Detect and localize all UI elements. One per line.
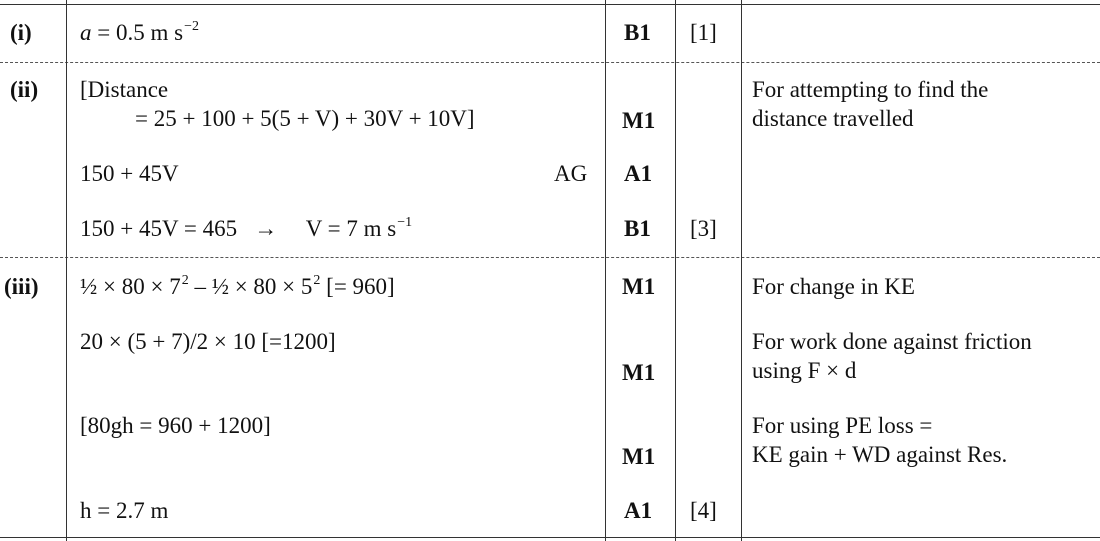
working-line bbox=[80, 216, 412, 246]
part-label: (iii) bbox=[4, 274, 39, 299]
mark-code: B1 bbox=[624, 216, 651, 241]
row-divider bbox=[0, 257, 1100, 258]
variable: a bbox=[80, 20, 92, 45]
mark-code: A1 bbox=[624, 498, 653, 523]
column-divider bbox=[605, 0, 606, 541]
superscript: −1 bbox=[397, 215, 413, 230]
equation-text: 150 + 45V = 465 → V = 7 m s bbox=[80, 216, 397, 241]
working-line: 150 + 45V bbox=[80, 161, 179, 186]
mark-code: M1 bbox=[622, 444, 656, 469]
part-label: (ii) bbox=[10, 77, 39, 102]
working-line: = 25 + 100 + 5(5 + V) + 30V + 10V] bbox=[135, 106, 475, 131]
guidance-comment: For attempting to find the bbox=[752, 77, 989, 102]
mark-code: M1 bbox=[622, 274, 656, 299]
mark-code: M1 bbox=[622, 360, 656, 385]
guidance-comment: For work done against friction bbox=[752, 329, 1032, 354]
mark-total: [3] bbox=[690, 216, 717, 241]
mark-code: M1 bbox=[622, 108, 656, 133]
column-divider bbox=[675, 0, 676, 541]
guidance-comment bbox=[752, 358, 856, 384]
answer-text: = 0.5 m s bbox=[91, 20, 184, 45]
answer-given-label: AG bbox=[554, 161, 588, 186]
working-line: [Distance bbox=[80, 77, 169, 102]
superscript: 2 bbox=[181, 273, 189, 288]
equation-part: ½ × 80 × 7 bbox=[80, 274, 181, 299]
column-divider bbox=[741, 0, 742, 541]
column-divider bbox=[66, 0, 67, 541]
mark-code: B1 bbox=[624, 20, 651, 45]
mark-code: A1 bbox=[624, 161, 653, 186]
working-line bbox=[80, 274, 395, 304]
bottom-border bbox=[0, 537, 1100, 538]
mark-total: [1] bbox=[690, 20, 717, 45]
guidance-comment: distance travelled bbox=[752, 106, 914, 131]
superscript: 2 bbox=[313, 273, 321, 288]
guidance-comment: For change in KE bbox=[752, 274, 915, 299]
guidance-comment: For using PE loss = bbox=[752, 413, 933, 438]
working-line: 20 × (5 + 7)/2 × 10 [=1200] bbox=[80, 329, 336, 354]
working-line: [80gh = 960 + 1200] bbox=[80, 413, 271, 438]
superscript: −2 bbox=[184, 19, 199, 34]
equation-part: [= 960] bbox=[320, 274, 395, 299]
part-label: (i) bbox=[10, 20, 32, 45]
working-line: h = 2.7 m bbox=[80, 498, 169, 523]
guidance-comment: KE gain + WD against Res. bbox=[752, 442, 1008, 467]
top-border bbox=[0, 4, 1100, 5]
guidance-text: using F × d bbox=[752, 358, 857, 383]
equation-part: – ½ × 80 × 5 bbox=[188, 274, 313, 299]
row-divider bbox=[0, 62, 1100, 63]
mark-total: [4] bbox=[690, 498, 717, 523]
answer-line bbox=[80, 20, 199, 50]
